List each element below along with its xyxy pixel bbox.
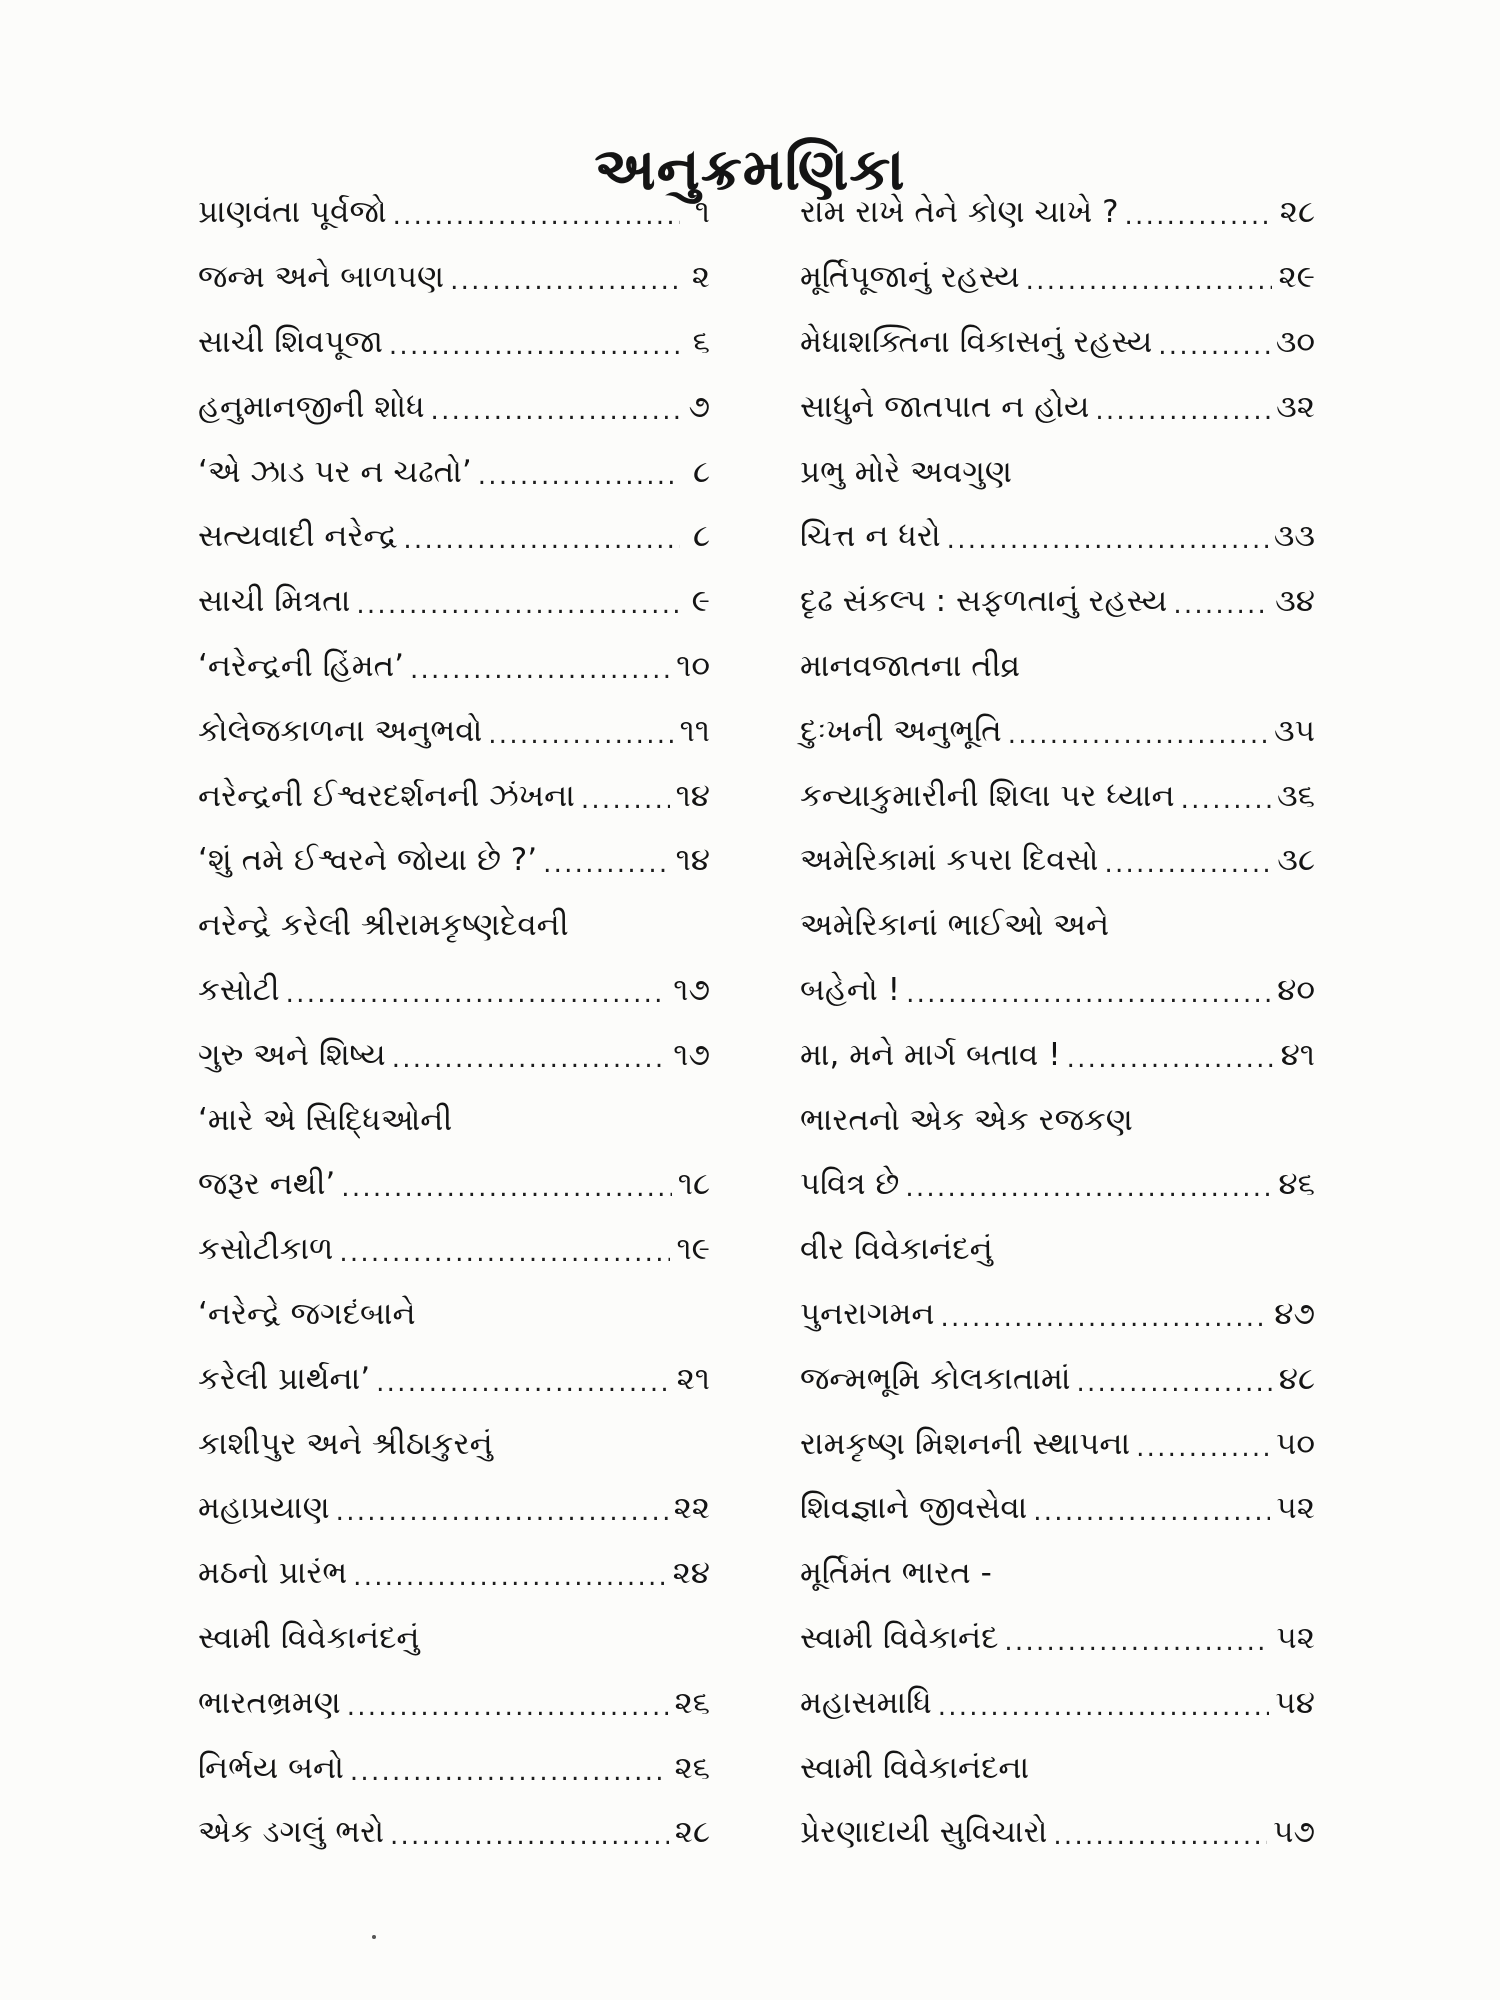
dot-leader: [389, 326, 680, 366]
dot-leader: [1004, 1622, 1270, 1662]
toc-entry-page-number: ૭: [688, 388, 710, 425]
toc-entry-page-number: ૪૧: [1280, 1036, 1315, 1073]
toc-entry-title: નિર્ભય બનો: [198, 1749, 344, 1786]
dot-leader: [1181, 780, 1271, 820]
toc-entry: [198, 1087, 710, 1152]
toc-entry-title: બહેનો !: [800, 971, 901, 1008]
toc-entry: [198, 1476, 710, 1541]
toc-entry: [800, 245, 1315, 310]
toc-entry-title: મહાપ્રયાણ: [198, 1490, 330, 1527]
dot-leader: [431, 391, 680, 431]
toc-entry-title: પ્રેરણાદાયી સુવિચારો: [800, 1814, 1048, 1851]
toc-entry-title: જરૂર નથી’: [198, 1166, 336, 1203]
toc-entry-page-number: ૬: [692, 323, 710, 360]
toc-entry-title: રામ રાખે તેને કોણ ચાખે ?: [800, 194, 1119, 231]
dot-leader: [286, 974, 668, 1014]
toc-entry: [800, 1476, 1315, 1541]
toc-entry: [800, 1670, 1315, 1735]
toc-entry-title: એક ડગલું ભરો: [198, 1814, 384, 1851]
toc-entry-title: સાધુને જાતપાત ન હોય: [800, 388, 1090, 425]
toc-entry: [198, 763, 710, 828]
dot-leader: [906, 974, 1271, 1014]
toc-entry: [198, 1411, 710, 1476]
toc-entry: [800, 569, 1315, 634]
toc-entry-title: સ્વામી વિવેકાનંદના: [800, 1749, 1030, 1786]
toc-entry: [198, 828, 710, 893]
toc-entry: [800, 958, 1315, 1023]
toc-entry: [800, 698, 1315, 763]
dot-leader: [339, 1233, 670, 1273]
dot-leader: [410, 650, 670, 690]
toc-entry-title: મૂર્તિમંત ભારત -: [800, 1555, 992, 1592]
toc-entry-title: મા, મને માર્ગ બતાવ !: [800, 1036, 1061, 1073]
toc-entry: [198, 245, 710, 310]
toc-entry-title: ‘મારે એ સિદ્ધિઓની: [198, 1101, 453, 1138]
toc-entry: [800, 1152, 1315, 1217]
toc-entry-page-number: ૧૧: [679, 712, 710, 749]
toc-entry-page-number: ૨૨: [673, 1490, 710, 1527]
toc-entry-title: પ્રભુ મોરે અવગુણ: [800, 453, 1012, 490]
toc-entry-page-number: ૧૭: [673, 1036, 710, 1073]
dot-leader: [356, 585, 680, 625]
dot-leader: [581, 780, 670, 820]
page-title: અનુક્રમણિકા: [594, 134, 906, 203]
toc-entry-page-number: ૩૪: [1275, 583, 1315, 620]
dot-leader: [1104, 844, 1271, 884]
toc-entry-title: મઠનો પ્રારંભ: [198, 1555, 348, 1592]
dot-leader: [1033, 1492, 1270, 1532]
toc-entry-title: પવિત્ર છે: [800, 1166, 900, 1203]
toc-entry: [198, 893, 710, 958]
toc-entry-title: સત્યવાદી નરેન્દ્ર: [198, 518, 398, 555]
toc-entry-page-number: ૧: [694, 194, 710, 231]
toc-entry-page-number: ૫૭: [1273, 1814, 1315, 1851]
dot-leader: [392, 1039, 668, 1079]
toc-entry-title: સાચી શિવપૂજા: [198, 323, 383, 360]
toc-entry: [198, 1152, 710, 1217]
dot-leader: [1026, 261, 1273, 301]
toc-entry-title: સાચી મિત્રતા: [198, 583, 351, 620]
toc-entry-page-number: ૫૨: [1276, 1490, 1315, 1527]
toc-entry-title: કરેલી પ્રાર્થના’: [198, 1360, 371, 1397]
toc-entry: [198, 1217, 710, 1282]
toc-entry-title: અમેરિકાનાં ભાઈઓ અને: [800, 907, 1110, 944]
toc-entry: [800, 310, 1315, 375]
toc-entry-title: ‘શું તમે ઈશ્વરને જોયા છે ?’: [198, 842, 538, 879]
toc-entry-title: શિવજ્ઞાને જીવસેવા: [800, 1490, 1028, 1527]
toc-entry-page-number: ૪૬: [1278, 1166, 1315, 1203]
toc-entry-title: કસોટી: [198, 971, 280, 1008]
dot-leader: [905, 1168, 1272, 1208]
toc-entry: [198, 1606, 710, 1671]
toc-entry-page-number: ૨૮: [674, 1814, 710, 1851]
toc-entry-title: જન્મ અને બાળપણ: [198, 259, 445, 296]
toc-right-column: [800, 180, 1315, 1865]
toc-left-column: [198, 180, 710, 1865]
dot-leader: [376, 1363, 671, 1403]
toc-entry-title: અમેરિકામાં કપરા દિવસો: [800, 842, 1099, 879]
toc-entry-title: જન્મભૂમિ કોલકાતામાં: [800, 1360, 1071, 1397]
toc-entry: [800, 1541, 1315, 1606]
toc-entry-title: સ્વામી વિવેકાનંદ: [800, 1619, 999, 1656]
toc-entry: [800, 828, 1315, 893]
toc-entry: [800, 1346, 1315, 1411]
toc-entry-page-number: ૩૬: [1276, 777, 1315, 814]
toc-entry-page-number: ૫૪: [1275, 1684, 1315, 1721]
toc-entry-title: ચિત્ત ન ધરો: [800, 518, 941, 555]
toc-entry-page-number: ૧૪: [675, 777, 710, 814]
toc-entry-title: દૃઢ સંકલ્પ : સફળતાનું રહસ્ય: [800, 583, 1168, 620]
toc-entry-page-number: ૧૯: [676, 1231, 710, 1268]
dot-leader: [336, 1492, 668, 1532]
toc-entry-title: કન્યાકુમારીની શિલા પર ધ્યાન: [800, 777, 1175, 814]
toc-entry: [800, 374, 1315, 439]
dot-leader: [478, 456, 680, 496]
toc-entry: [198, 310, 710, 375]
dot-leader: [940, 1298, 1268, 1338]
toc-entry: [198, 1735, 710, 1800]
toc-entry: [800, 1735, 1315, 1800]
toc-entry-page-number: ૨૬: [674, 1684, 710, 1721]
dot-leader: [353, 1557, 666, 1597]
dot-leader: [1136, 1428, 1270, 1468]
dot-leader: [450, 261, 680, 301]
toc-entry-page-number: ૨૮: [1279, 194, 1315, 231]
toc-entry-page-number: ૧૭: [673, 971, 710, 1008]
dot-leader: [488, 715, 673, 755]
toc-entry-page-number: ૪૮: [1278, 1360, 1315, 1397]
dot-leader: [390, 1816, 669, 1856]
dot-leader: [1053, 1816, 1267, 1856]
toc-entry: [198, 634, 710, 699]
toc-entry-title: કસોટીકાળ: [198, 1231, 334, 1268]
toc-entry-title: નરેન્દ્રે કરેલી શ્રીરામકૃષ્ણદેવની: [198, 907, 569, 944]
toc-entry: [198, 504, 710, 569]
toc-entry-page-number: ૫૨: [1276, 1619, 1315, 1656]
toc-entry-page-number: ૪૭: [1274, 1295, 1315, 1332]
print-speck: [372, 1935, 376, 1939]
toc-entry-title: મૂર્તિપૂજાનું રહસ્ય: [800, 259, 1020, 296]
dot-leader: [1076, 1363, 1272, 1403]
dot-leader: [543, 844, 670, 884]
toc-entry: [800, 1800, 1315, 1865]
toc-entry-page-number: ૩૩: [1273, 518, 1315, 555]
toc-entry-title: પુનરાગમન: [800, 1295, 935, 1332]
toc-entry-page-number: ૨: [691, 259, 710, 296]
toc-entry-title: વીર વિવેકાનંદનું: [800, 1231, 993, 1268]
toc-entry-title: ભારતનો એક એક રજકણ: [800, 1101, 1133, 1138]
toc-entry-title: રામકૃષ્ણ મિશનની સ્થાપના: [800, 1425, 1131, 1462]
toc-entry-page-number: ૫૦: [1275, 1425, 1315, 1462]
toc-entry: [198, 1541, 710, 1606]
dot-leader: [393, 196, 680, 236]
dot-leader: [1158, 326, 1269, 366]
toc-entry: [800, 439, 1315, 504]
toc-entry-title: કાશીપુર અને શ્રીઠાકુરનું: [198, 1425, 493, 1462]
toc-entry: [198, 569, 710, 634]
toc-entry: [800, 1282, 1315, 1347]
dot-leader: [947, 520, 1268, 560]
toc-entry: [198, 958, 710, 1023]
toc-entry-page-number: ૧૮: [677, 1166, 710, 1203]
toc-entry-title: હનુમાનજીની શોધ: [198, 388, 425, 425]
toc-entry-page-number: ૩૦: [1275, 323, 1315, 360]
toc-entry-page-number: ૯: [691, 583, 710, 620]
toc-entry-title: મેધાશક્તિના વિકાસનું રહસ્ય: [800, 323, 1153, 360]
toc-entry: [800, 634, 1315, 699]
toc-entry-page-number: ૨૬: [674, 1749, 710, 1786]
toc-entry-page-number: ૧૦: [676, 647, 710, 684]
toc-entry-page-number: ૨૧: [676, 1360, 710, 1397]
toc-entry-title: દુઃખની અનુભૂતિ: [800, 712, 1002, 749]
toc-entry: [198, 180, 710, 245]
toc-entry: [198, 1282, 710, 1347]
toc-entry-title: ભારતભ્રમણ: [198, 1684, 341, 1721]
toc-entry-page-number: ૨૪: [672, 1555, 710, 1592]
toc-entry-title: ‘એ ઝાડ પર ન ચઢતો’: [198, 453, 472, 490]
toc-entry-title: પ્રાણવંતા પૂર્વજો: [198, 194, 387, 231]
dot-leader: [347, 1687, 669, 1727]
toc-entry-title: ગુરુ અને શિષ્ય: [198, 1036, 386, 1073]
dot-leader: [350, 1752, 669, 1792]
dot-leader: [341, 1168, 671, 1208]
toc-entry: [198, 1346, 710, 1411]
toc-entry-title: ‘નરેન્દ્રની હિંમત’: [198, 647, 404, 684]
dot-leader: [938, 1687, 1270, 1727]
toc-entry-title: મહાસમાધિ: [800, 1684, 932, 1721]
toc-entry-title: કોલેજકાળના અનુભવો: [198, 712, 483, 749]
toc-entry: [800, 1411, 1315, 1476]
toc-entry: [800, 180, 1315, 245]
toc-entry-page-number: ૩૮: [1277, 842, 1315, 879]
toc-entry-page-number: ૩૨: [1276, 388, 1315, 425]
toc-entry-title: ‘નરેન્દ્રે જગદંબાને: [198, 1295, 416, 1332]
toc-entry: [800, 763, 1315, 828]
toc-entry: [800, 1022, 1315, 1087]
toc-entry-page-number: ૮: [692, 453, 710, 490]
toc-entry: [800, 504, 1315, 569]
dot-leader: [1095, 391, 1270, 431]
toc-entry-page-number: ૨૯: [1278, 259, 1315, 296]
toc-entry: [800, 1606, 1315, 1671]
toc-entry: [198, 439, 710, 504]
dot-leader: [1125, 196, 1274, 236]
toc-entry-page-number: ૮: [692, 518, 710, 555]
toc-entry-page-number: ૪૦: [1277, 971, 1315, 1008]
toc-entry: [198, 1022, 710, 1087]
dot-leader: [403, 520, 680, 560]
toc-entry: [198, 374, 710, 439]
dot-leader: [1173, 585, 1269, 625]
toc-entry: [198, 1800, 710, 1865]
toc-entry: [800, 1217, 1315, 1282]
toc-entry: [198, 1670, 710, 1735]
toc-entry-title: માનવજાતના તીવ્ર: [800, 647, 1021, 684]
toc-entry: [800, 893, 1315, 958]
toc-entry-title: સ્વામી વિવેકાનંદનું: [198, 1619, 420, 1656]
toc-entry-page-number: ૧૪: [675, 842, 710, 879]
toc-entry-title: નરેન્દ્રની ઈશ્વરદર્શનની ઝંખના: [198, 777, 575, 814]
toc-entry: [198, 698, 710, 763]
dot-leader: [1008, 715, 1268, 755]
dot-leader: [1067, 1039, 1275, 1079]
toc-entry: [800, 1087, 1315, 1152]
toc-entry-page-number: ૩૫: [1273, 712, 1315, 749]
